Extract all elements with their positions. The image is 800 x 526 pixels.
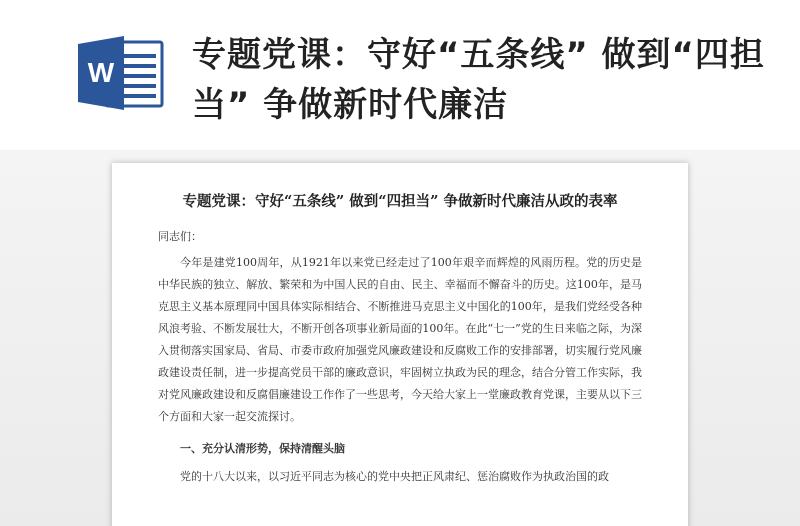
document-section-heading: 一、充分认清形势，保持清醒头脑	[180, 442, 345, 455]
document-paragraph: 今年是建党100周年，从1921年以来党已经走过了100年艰辛而辉煌的风雨历程。党的历史是中华民族的独立、解放、繁荣和为中国人民的自由、民主、幸福而不懈奋斗的历史。这100年，是马克思主义基本原理同中国具体实际相结合、不断推进马克思主义中国化的100年，是我们党经受各种风浪考验、不断发展壮大，不断开创各项事业新局面的100年。在此“七一”党的生日来临之际，为深入贯彻落实国家局、省局、市委市政府加强党风廉政建设和反腐败工作的安排部署，切实履行党风廉政建设责任制，进一步提高党员干部的廉政意识，牢固树立执政为民的理念，结合分管工作实际，我对党风廉政建设和反腐倡廉建设工作作了一些思考，今天给大家上一堂廉政教育党课，主要从以下三个方面和大家一起交流探讨。	[158, 256, 642, 423]
document-paragraph: 党的十八大以来，以习近平同志为核心的党中央把正风肃纪、惩治腐败作为执政治国的政	[180, 470, 609, 483]
document-title: 专题党课：守好“五条线” 做到“四担当” 争做新时代廉洁从政的表率	[182, 193, 618, 210]
document-greeting: 同志们：	[158, 230, 202, 243]
word-icon-letter: W	[87, 57, 115, 88]
word-icon	[78, 34, 164, 112]
header-banner	[0, 0, 800, 150]
header-title: 专题党课：守好“五条线” 做到“四担当” 争做新时代廉洁	[192, 35, 765, 125]
document-page	[112, 163, 688, 526]
